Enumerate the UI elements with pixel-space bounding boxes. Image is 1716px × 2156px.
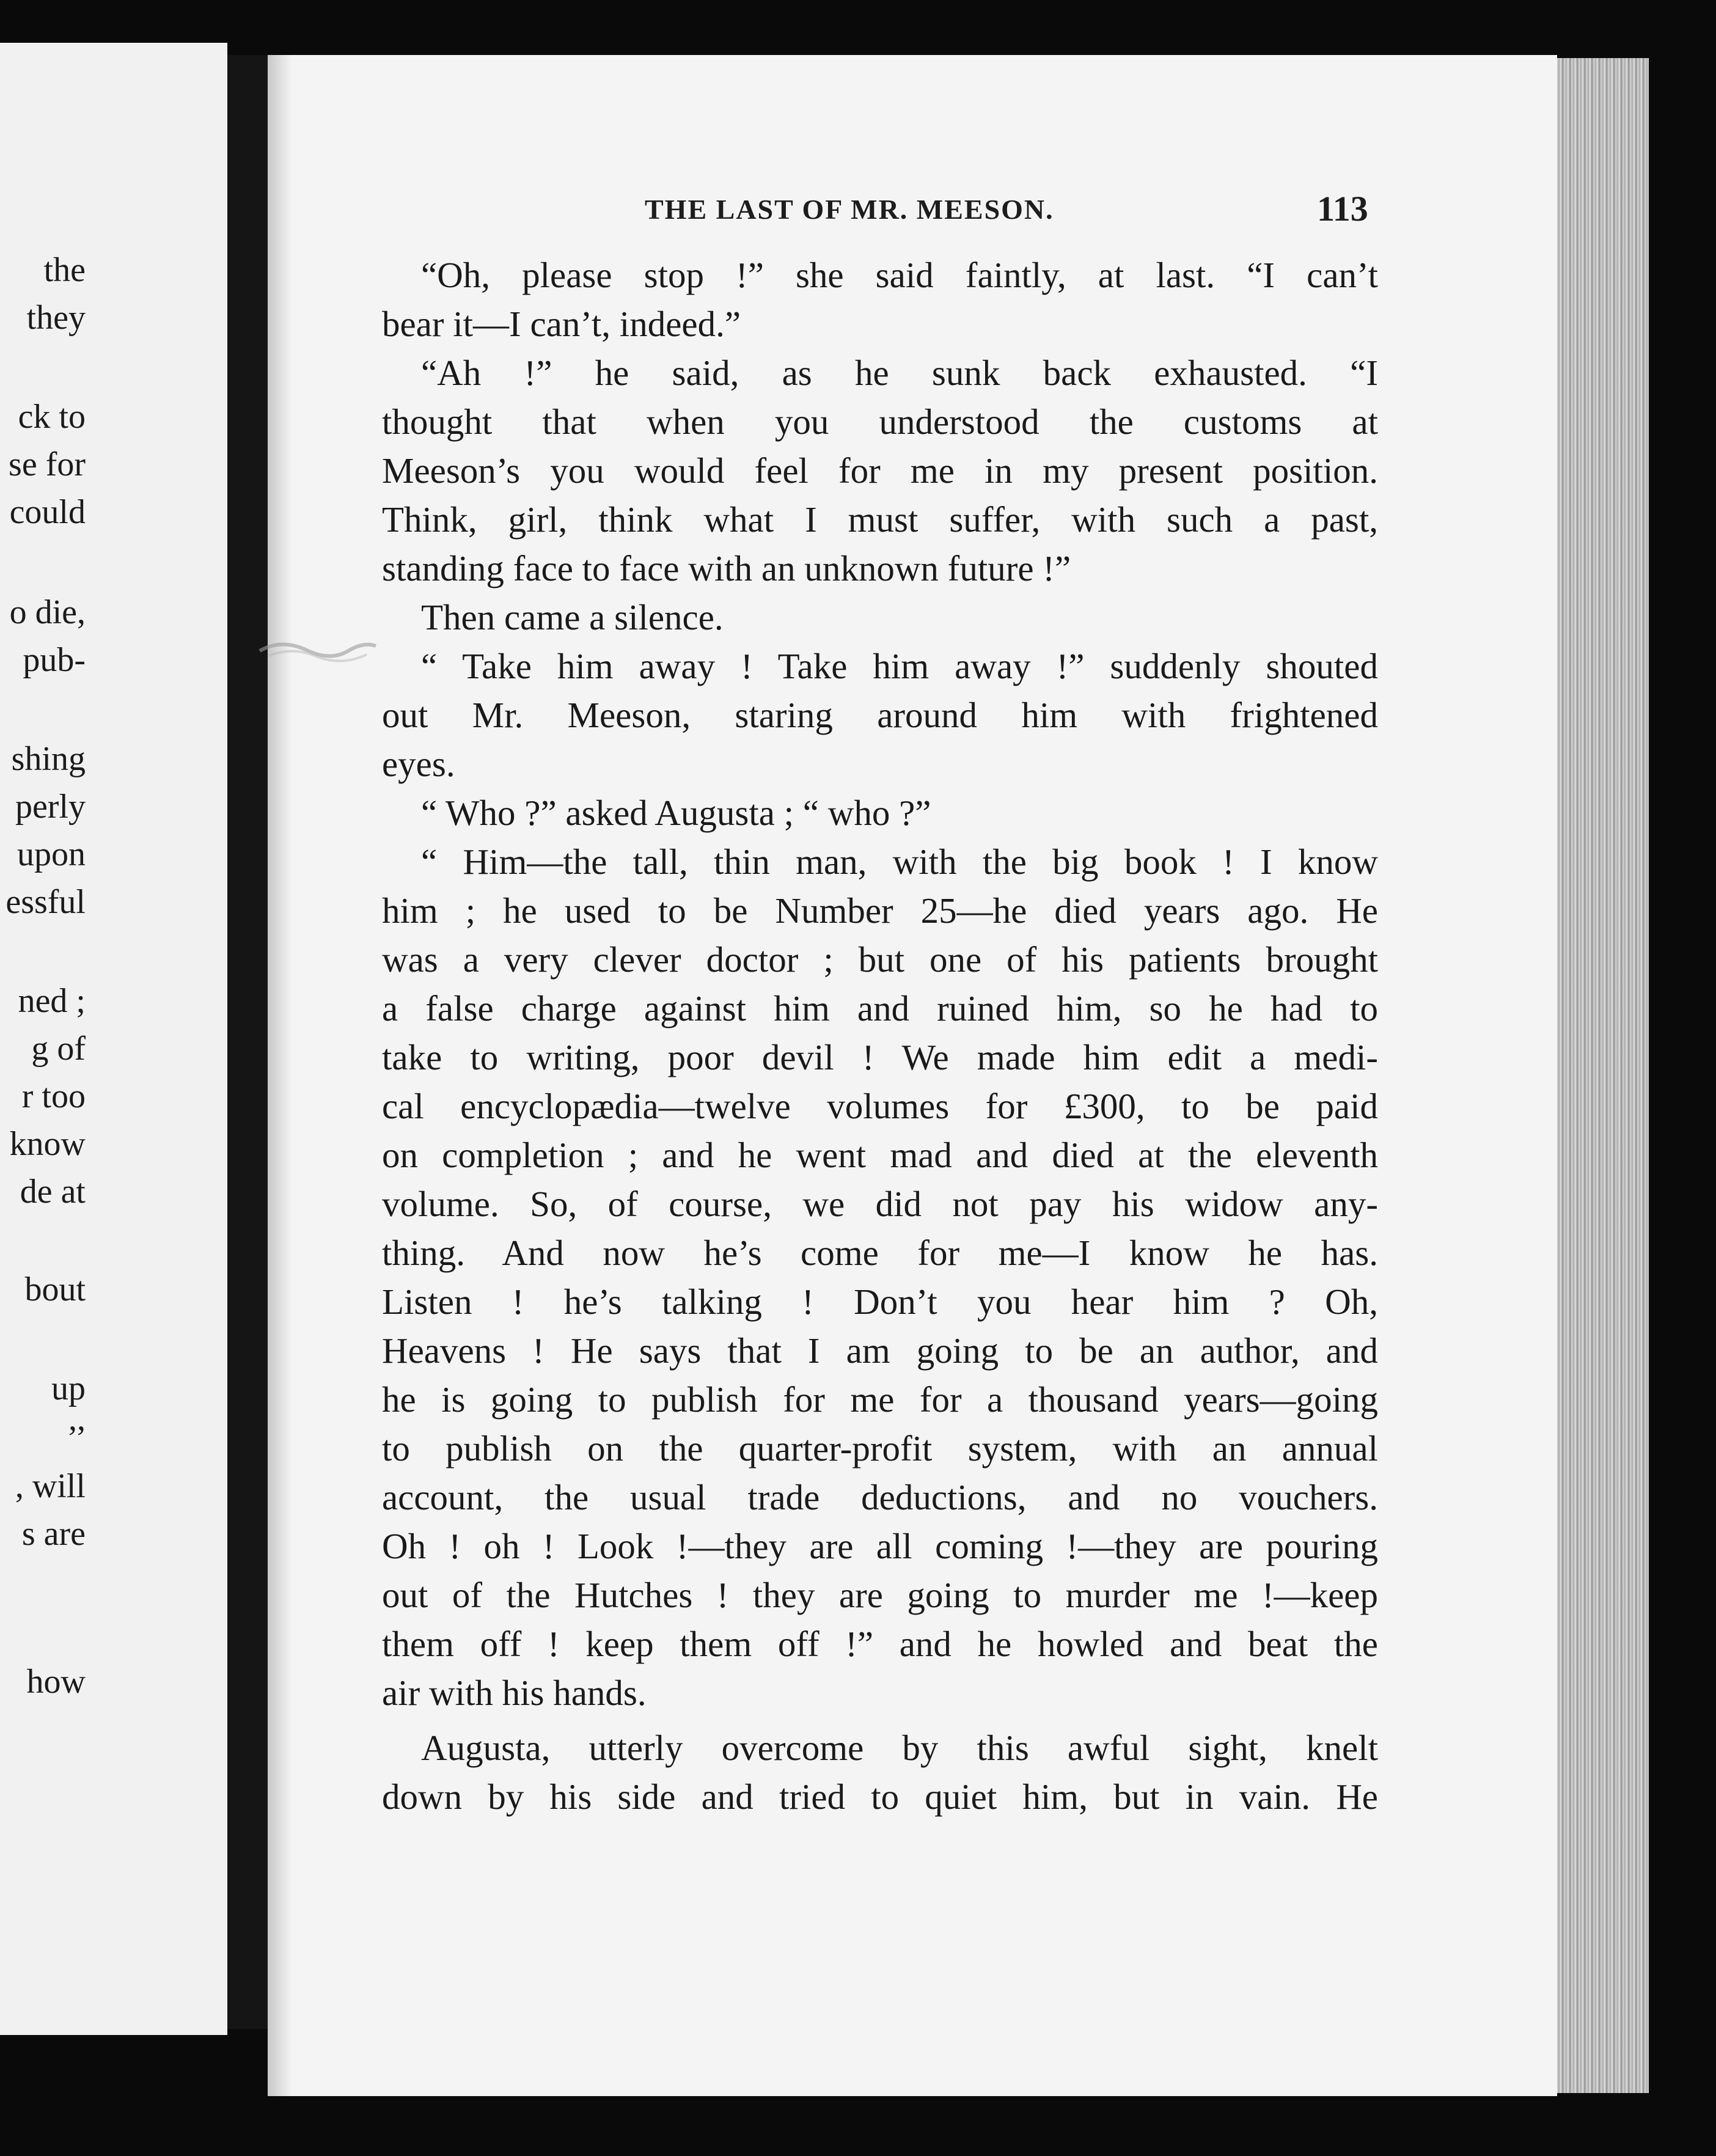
text-line: eyes. <box>382 744 455 784</box>
text-line: “ Who ?” asked Augusta ; “ who ?” <box>421 793 931 833</box>
left-fragment: they <box>26 299 86 337</box>
left-fragment: ned ; <box>18 982 86 1020</box>
text-line: a false charge against him and ruined him, so he had to <box>382 988 1378 1028</box>
left-fragment: ,, <box>68 1400 86 1438</box>
left-fragment: de at <box>20 1173 86 1211</box>
left-fragment: shing <box>11 740 86 778</box>
page-edges <box>1557 58 1649 2093</box>
text-line: account, the usual trade deductions, and no vouchers. <box>382 1477 1378 1517</box>
left-fragment: se for <box>9 446 86 483</box>
text-line: Meeson’s you would feel for me in my present position. <box>382 450 1378 491</box>
left-fragment: ck to <box>18 398 86 436</box>
text-line: them off ! keep them off !” and he howled and beat the <box>382 1624 1378 1664</box>
text-line: bear it—I can’t, indeed.” <box>382 304 741 344</box>
text-line: down by his side and tried to quiet him, but in vain. He <box>382 1777 1378 1817</box>
text-line: he is going to publish for me for a thousand years—going <box>382 1379 1378 1420</box>
text-line: Think, girl, think what I must suffer, with such a past, <box>382 499 1378 540</box>
left-fragment: o die, <box>9 593 86 631</box>
text-line: Heavens ! He says that I am going to be an author, and <box>382 1330 1378 1371</box>
text-line: Augusta, utterly overcome by this awful sight, knelt <box>421 1728 1378 1768</box>
text-line: thought that when you understood the customs at <box>382 402 1378 442</box>
left-fragment: pub- <box>23 641 86 679</box>
left-fragment: g of <box>31 1030 86 1068</box>
left-fragment: could <box>9 493 86 531</box>
left-fragment: bout <box>24 1270 86 1308</box>
paper-smudge <box>257 632 379 669</box>
left-fragment: s are <box>21 1515 86 1553</box>
text-line: take to writing, poor devil ! We made him edit a medi- <box>382 1037 1378 1077</box>
left-fragment: know <box>9 1125 86 1163</box>
text-line: was a very clever doctor ; but one of his patients brought <box>382 939 1378 980</box>
left-fragment: how <box>26 1663 86 1701</box>
left-fragment: r too <box>21 1077 86 1115</box>
text-line: Listen ! he’s talking ! Don’t you hear him ? Oh, <box>382 1282 1378 1322</box>
page-number: 113 <box>1317 189 1368 229</box>
text-line: cal encyclopædia—twelve volumes for £300, to be paid <box>382 1086 1378 1126</box>
text-line: “Ah !” he said, as he sunk back exhausted. “I <box>421 353 1378 393</box>
left-fragment: , will <box>15 1467 86 1505</box>
text-line: “Oh, please stop !” she said faintly, at last. “I can’t <box>421 255 1378 295</box>
text-line: on completion ; and he went mad and died at the eleventh <box>382 1135 1378 1175</box>
book-gutter <box>227 55 268 2029</box>
running-head: THE LAST OF MR. MEESON. <box>645 194 1054 225</box>
text-line: out Mr. Meeson, staring around him with frightened <box>382 695 1378 735</box>
left-fragment: up <box>51 1370 86 1407</box>
text-line: out of the Hutches ! they are going to murder me !—keep <box>382 1575 1378 1615</box>
text-line: volume. So, of course, we did not pay his widow any- <box>382 1184 1378 1224</box>
text-line: Oh ! oh ! Look !—they are all coming !—they are pouring <box>382 1526 1378 1566</box>
text-line: “ Take him away ! Take him away !” suddenly shouted <box>421 646 1378 686</box>
text-line: thing. And now he’s come for me—I know he has. <box>382 1233 1378 1273</box>
text-line: “ Him—the tall, thin man, with the big book ! I know <box>421 842 1378 882</box>
text-line: standing face to face with an unknown future !” <box>382 548 1071 588</box>
text-line: Then came a silence. <box>421 597 724 637</box>
left-fragment: essful <box>6 883 86 921</box>
left-fragment: upon <box>17 835 86 873</box>
left-fragment: the <box>43 251 86 289</box>
text-line: him ; he used to be Number 25—he died years ago. He <box>382 890 1378 931</box>
gutter-shadow <box>268 55 292 2096</box>
left-fragment: perly <box>15 788 86 826</box>
text-line: to publish on the quarter-profit system, with an annual <box>382 1428 1378 1469</box>
text-line: air with his hands. <box>382 1673 647 1713</box>
